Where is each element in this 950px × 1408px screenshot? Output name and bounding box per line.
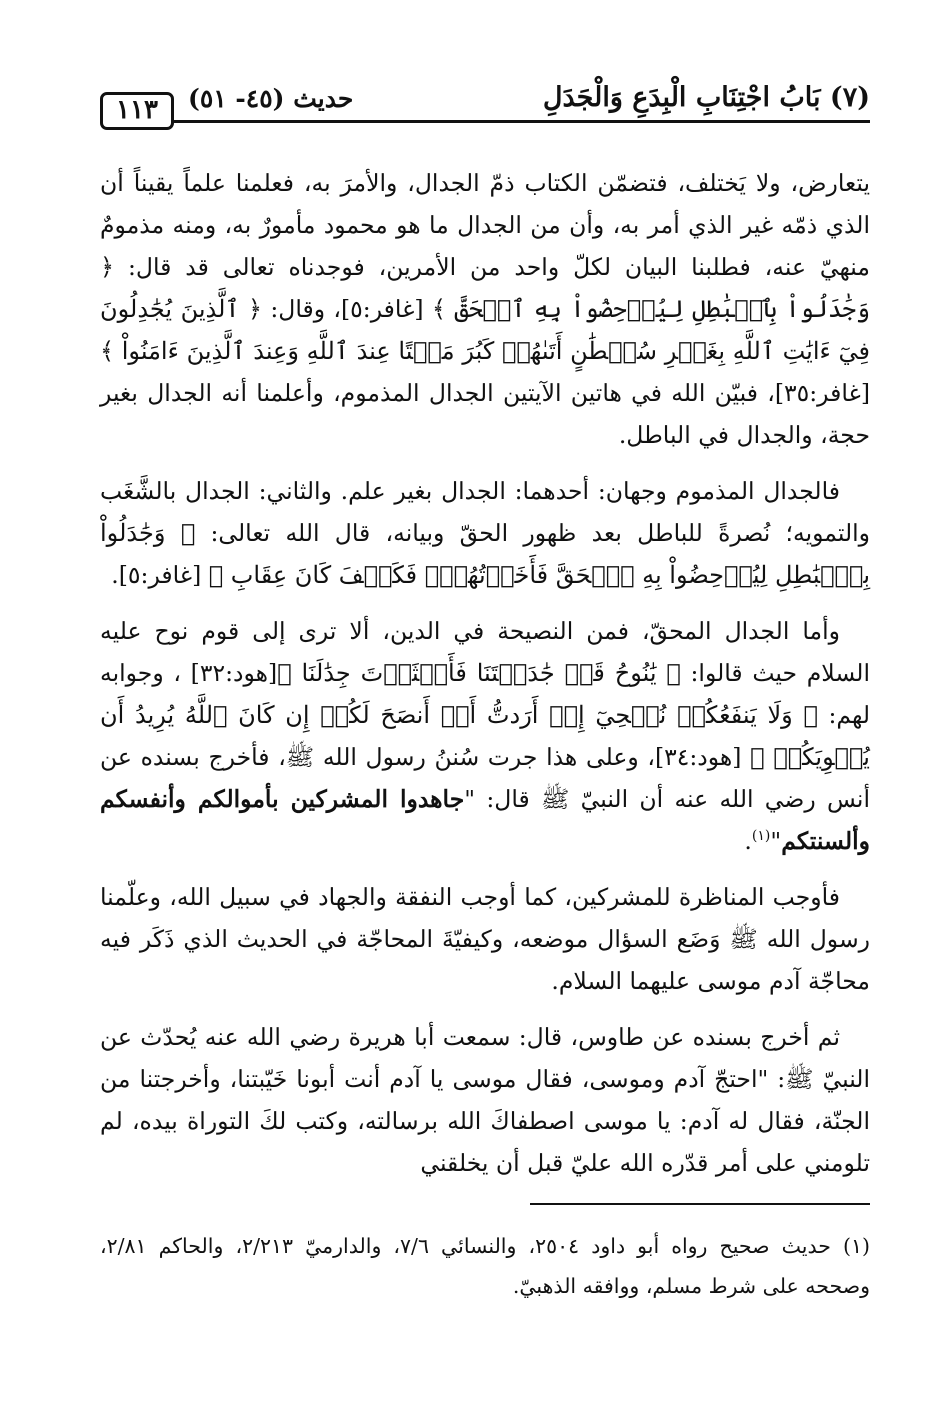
- quran-quote: ﴿ يَٰنُوحُ قَدۡ جَٰدَلۡتَنَا فَأَكۡثَرۡتَ جِدَٰلَنَا ﴾: [277, 659, 681, 687]
- footnote-separator: [530, 1203, 870, 1205]
- text-segment: ثم أخرج بسنده عن طاوس، قال: سمعت أبا هريرة رضي الله عنه يُحدّث عن النبيّ ﷺ: "احتجّ آدم وموسى، فقال موسى يا آدم أنت أبونا خَيّبتنا، وأخرجتنا من الجنّة، فقال له آدم: يا موسى اصطفاكَ الله برسالته، وكتب لكَ التوراة بيده، لم تلومني على أمر قدّره الله عليّ قبل أن يخلقني: [100, 1023, 870, 1177]
- text-segment: يتعارض، ولا يَختلف، فتضمّن الكتاب ذمّ الجدال، والأمرَ به، فعلمنا علماً يقيناً أن الذي ذمّه غير الذي أمر به، وأن من الجدال ما هو محمود مأمورٌ به، ومنه مذمومٌ منهيّ عنه، فطلبنا البيان لكلّ واحد من الأمرين، فوجدناه تعالى قد قال:: [100, 169, 870, 281]
- text-segment: [هود:٣٢] ، وجوابه لهم:: [100, 659, 870, 729]
- paragraph: [100, 1016, 870, 1184]
- page-number: ١١٣: [100, 92, 174, 130]
- quran-quote: ﴿ وَلَا يَنفَعُكُمۡ نُصۡحِيٓ إِنۡ أَرَدتُّ أَنۡ أَنصَحَ لَكُمۡ إِن كَانَ ٱللَّهُ يُرِيدُ أَن يُغۡوِيَكُمۡ ﴾: [100, 701, 870, 771]
- text-segment: فالجدال المذموم وجهان: أحدهما: الجدال بغير علم. والثاني: الجدال بالشَّغَب والتمويه؛ نُصرةً للباطل بعد ظهور الحقّ وبيانه، قال الله تعالى:: [100, 477, 870, 547]
- text-segment: جاهدوا المشركين بأموالكم وأنفسكم وألسنتكم: [100, 785, 870, 855]
- paragraph: [100, 162, 870, 456]
- text-segment: [غافر:٥].: [111, 561, 209, 589]
- paragraph: [100, 610, 870, 862]
- running-header: [100, 82, 870, 125]
- chapter-title: (٧) بَابُ اجْتِنَابِ الْبِدَعِ وَالْجَدَلِ: [542, 82, 870, 113]
- paragraph: [100, 470, 870, 596]
- text-segment: [غافر:٣٥]، فبيّن الله في هاتين الآيتين الجدال المذموم، وأعلمنا أنه الجدال بغير حجة، والجدال في الباطل.: [100, 379, 870, 449]
- text-segment: ": [770, 827, 782, 855]
- footnote: (١) حديث صحيح رواه أبو داود ٢٥٠٤، والنسائي ٧/٦، والدارميّ ٢/٢١٣، والحاكم ٢/٨١، وصححه على شرط مسلم، ووافقه الذهبيّ.: [100, 1234, 870, 1298]
- footnote-ref[interactable]: (١): [751, 828, 771, 845]
- footnotes: [100, 1226, 870, 1306]
- quran-quote: ﴿ وَجَٰدَلُواْ بِٱلۡبَٰطِلِ لِيُدۡحِضُواْ بِهِ ٱلۡحَقَّ فَأَخَذۡتُهُمۡۖ فَكَيۡفَ كَانَ عِقَابِ ﴾: [100, 519, 870, 589]
- quran-quote: ﴿ وَجَٰدَلُواْ بِٱلۡبَٰطِلِ لِيُدۡحِضُواْ بِهِ ٱلۡحَقَّ ﴾: [100, 253, 871, 323]
- paragraph: [100, 876, 870, 1002]
- text-segment: وأما الجدال المحقّ، فمن النصيحة في الدين، ألا ترى إلى قوم نوح عليه السلام حيث قالوا:: [100, 617, 870, 687]
- text-segment: [هود:٣٤]، وعلى هذا جرت سُننُ رسول الله ﷺ، فأخرج بسنده عن أنس رضي الله عنه أن النبيّ ﷺ قال: ": [100, 743, 870, 813]
- text-segment: .: [744, 827, 752, 855]
- text-segment: فأوجب المناظرة للمشركين، كما أوجب النفقة والجهاد في سبيل الله، وعلّمنا رسول الله ﷺ وَضَع السؤال موضعه، وكيفيّةَ المحاجّة في الحديث الذي ذَكَر فيه محاجّة آدم موسى عليهما السلام.: [100, 883, 870, 995]
- text-segment: [غافر:٥]، وقال:: [262, 295, 432, 323]
- header-rule: [168, 120, 870, 123]
- hadith-range: حديث (٤٥- ٥١): [188, 84, 354, 113]
- main-text: [100, 162, 870, 1198]
- quran-quote: ﴿ ٱلَّذِينَ يُجَٰدِلُونَ فِيٓ ءَايَٰتِ ٱللَّهِ بِغَيۡرِ سُلۡطَٰنٍ أَتَىٰهُمۡ كَبُرَ مَقۡتًا عِندَ ٱللَّهِ وَعِندَ ٱلَّذِينَ ءَامَنُواْ ﴾: [100, 295, 870, 365]
